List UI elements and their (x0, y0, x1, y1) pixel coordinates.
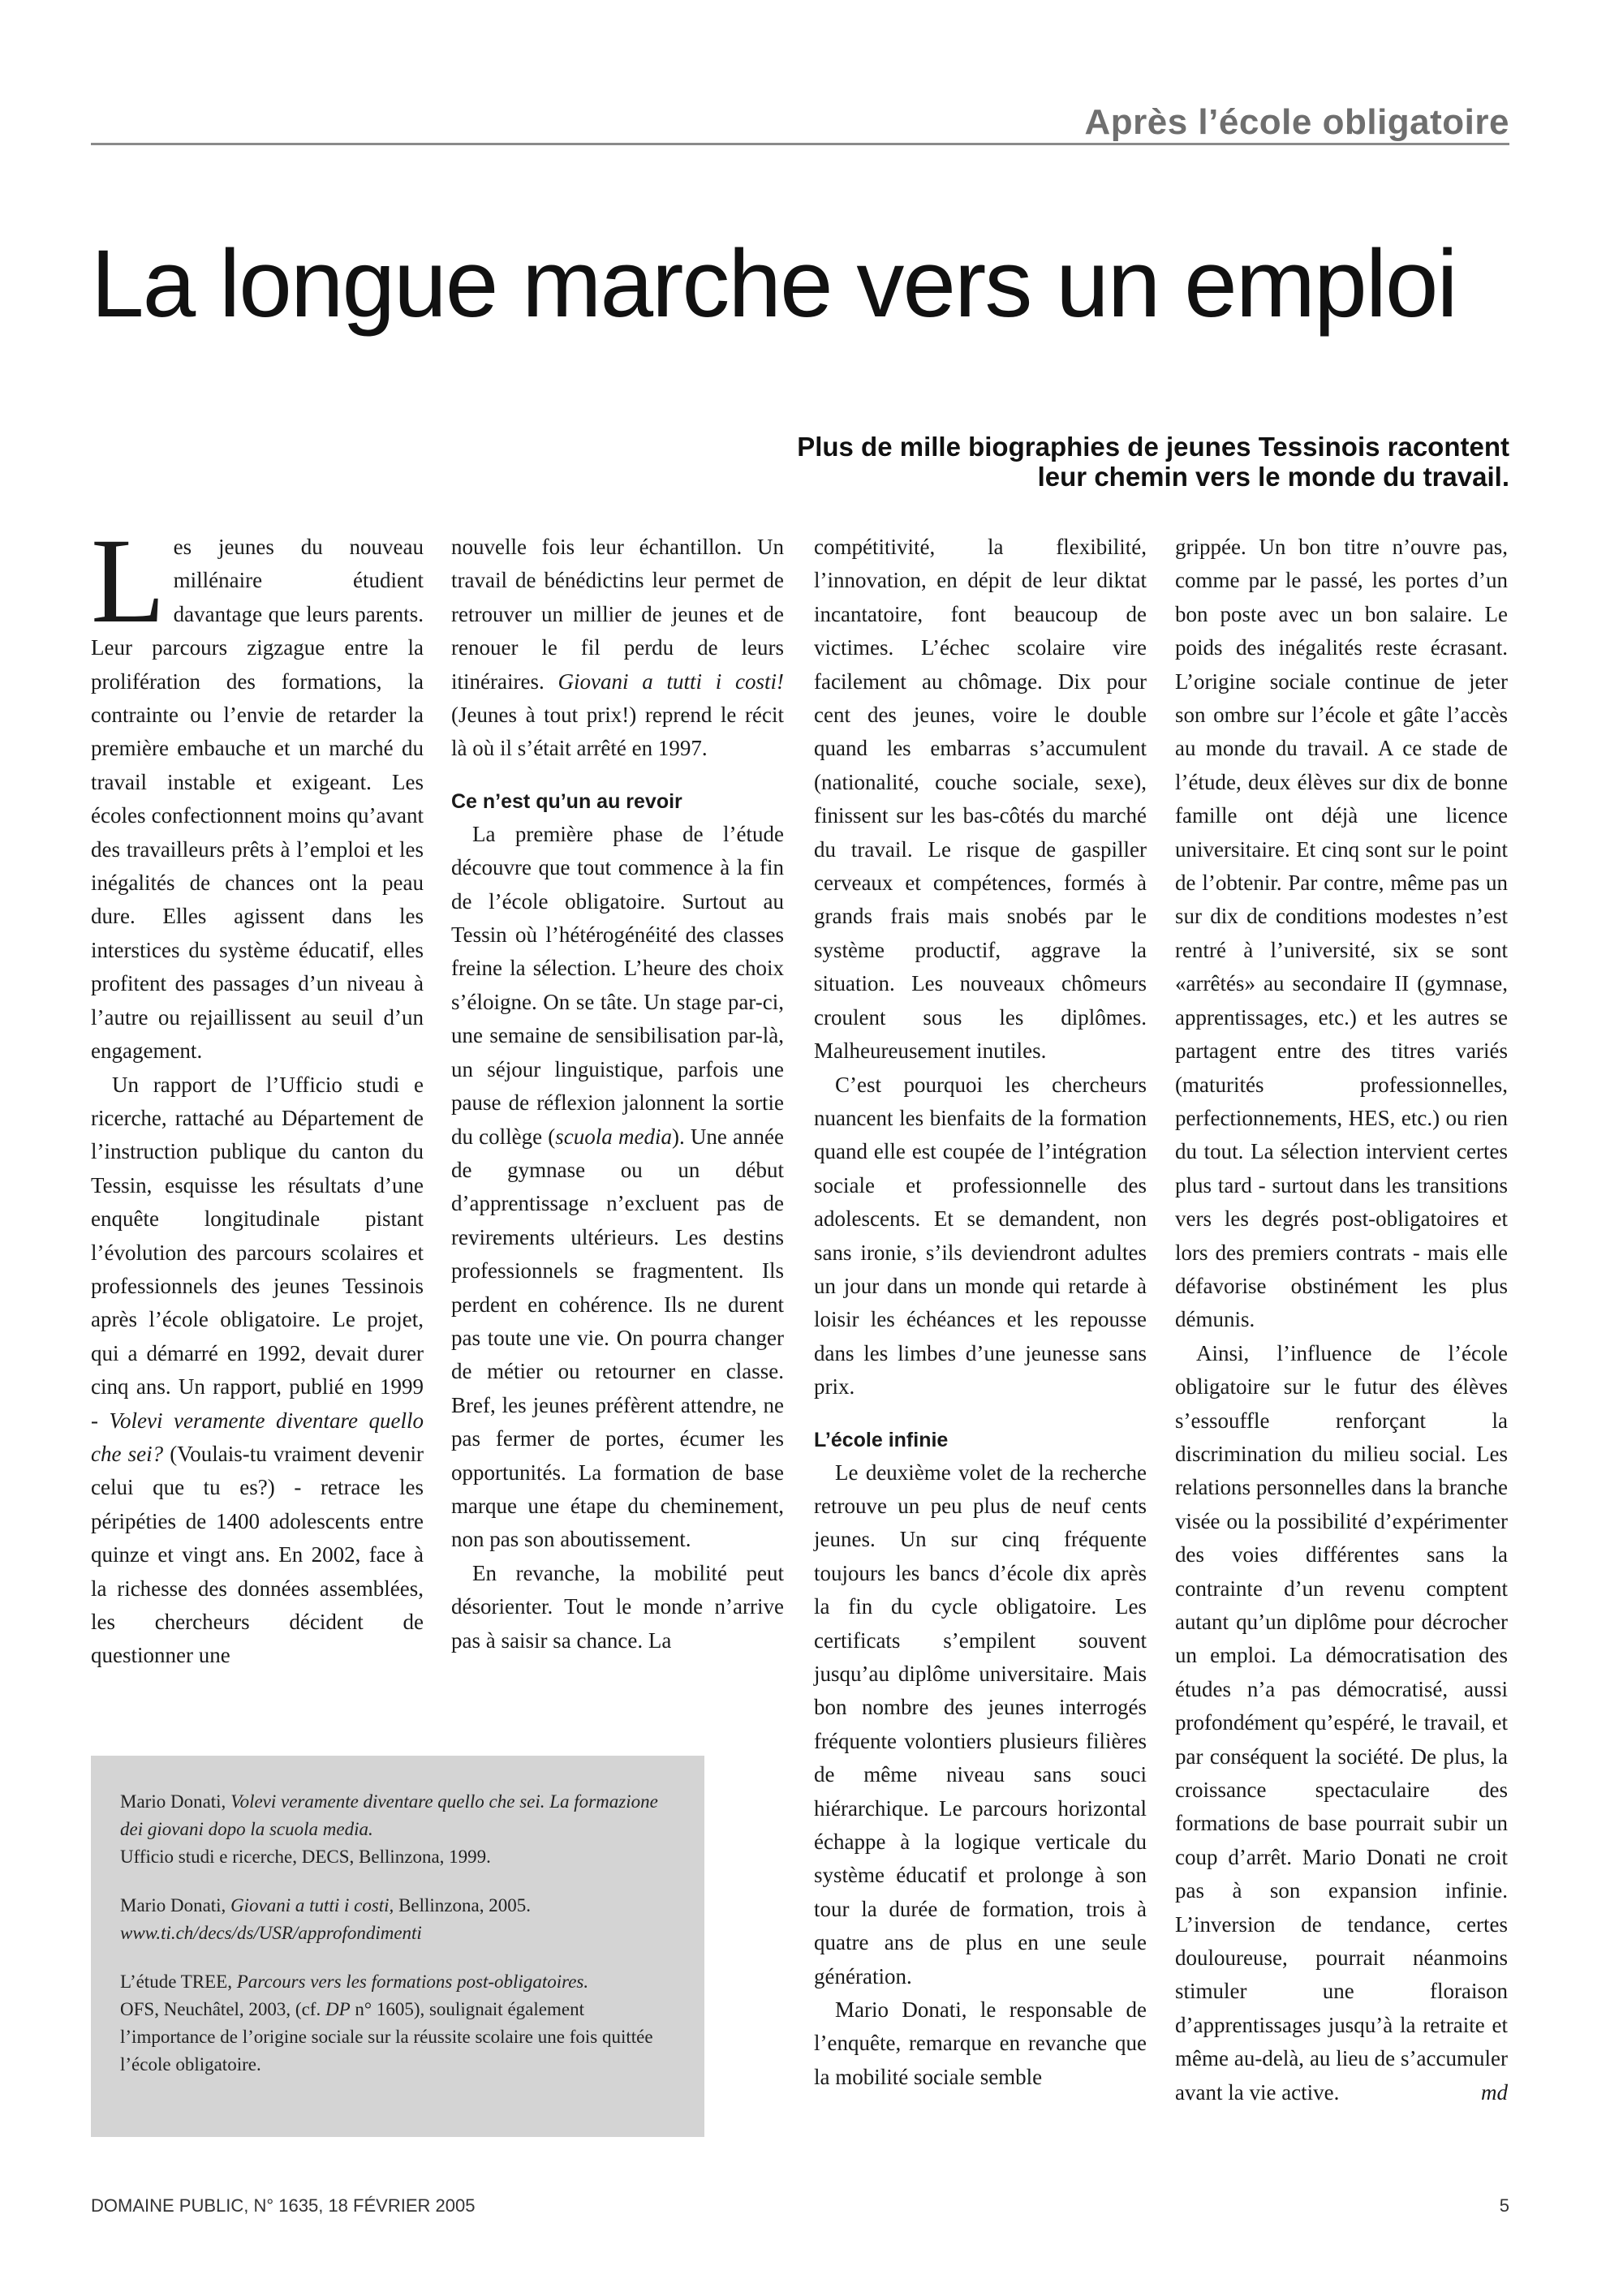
paragraph (814, 1993, 1147, 2094)
section-heading: Ce n’est qu’un au revoir (451, 789, 682, 813)
paragraph-text: compétitivité, la flexibilité, l’innovation, en dépit de leur diktat incantatoire, font beaucoup de victimes. L’échec scolaire vire facilement au chômage. Dix pour cent des jeunes, voire le double quand les embarras s’accumulent (nationalité, couche sociale, sexe), finissent sur les bas-côtés du marché du travail. Le risque de gaspiller cerveaux et compétences, formés à grands frais mais snobés par le système productif, aggrave la situation. Les nouveaux chômeurs croulent sous les diplômes. Malheureusement inutiles. (814, 535, 1147, 1064)
reference-author: L’étude TREE, (120, 1971, 232, 1992)
article-title: La longue marche vers un emploi (91, 230, 1457, 338)
paragraph (814, 531, 1147, 1068)
article-column-3 (814, 531, 1147, 2094)
reference-title: Parcours vers les formations post-obligatoires. (236, 1971, 589, 1992)
references-box (91, 1756, 704, 2137)
article-column-2 (451, 531, 784, 1658)
reference-url: www.ti.ch/decs/ds/USR/approfondimenti (120, 1923, 422, 1943)
section-rule (91, 143, 1509, 145)
section-title: Après l’école obligatoire (1084, 102, 1509, 142)
reference-note: n° 1605), soulignait également l’importance de l’origine sociale sur la réussite scolaire une fois quittée l’école obligatoire. (120, 1999, 653, 2075)
paragraph-text: C’est pourquoi les chercheurs nuancent les bienfaits de la formation quand elle est coupée de l’intégration sociale et professionnelle des adolescents. Et se demandent, non sans ironie, s’ils deviendront adultes un jour dans un monde qui retarde à loisir les échéances et les repousse dans les limbes d’une jeunesse sans prix. (814, 1072, 1147, 1400)
paragraph-text: grippée. Un bon titre n’ouvre pas, comme par le passé, les portes d’un bon poste avec un bon salaire. Le poids des inégalités reste écrasant. L’origine sociale continue de jeter son ombre sur l’école et gâte l’accès au monde du travail. A ce stade de l’étude, deux élèves sur dix de bonne famille ont déjà une licence universitaire. Et cinq sont sur le point de l’obtenir. Par contre, même pas un sur dix de conditions modestes n’est rentré à l’université, six se sont «arrêtés» au secondaire II (gymnase, apprentissages, etc.) et les autres se partagent entre des titres variés (maturités professionnelles, perfectionnements, HES, etc.) ou rien du tout. La sélection intervient certes plus tard - surtout dans les transitions vers les degrés post-obligatoires et lors des premiers contrats - mais elle défavorise obstinément les plus démunis. (1175, 535, 1508, 1332)
section-heading: L’école infinie (814, 1428, 949, 1451)
reference-item (120, 1892, 675, 1947)
subtitle-line-2: leur chemin vers le monde du travail. (1037, 462, 1509, 492)
paragraph-text: ). Une année de gymnase ou un début d’apprentissage n’excluent pas de revirements ultérieurs. Les destins professionnels se fragmentent. Ils perdent en cohérence. Ils ne durent pas toute une vie. On pourra changer de métier ou retourner en classe. Bref, les jeunes préfèrent attendre, ne pas fermer de portes, écumer les opportunités. La formation de base marque une étape du cheminement, non pas son aboutissement. (451, 1124, 784, 1552)
reference-title: Giovani a tutti i costi, (230, 1895, 394, 1915)
paragraph (814, 1456, 1147, 1994)
paragraph (1175, 1337, 1508, 2109)
subtitle-line-1: Plus de mille biographies de jeunes Tessinois racontent (797, 432, 1509, 462)
reference-publisher: Ufficio studi e ricerche, DECS, Bellinzona, 1999. (120, 1847, 491, 1867)
paragraph-text: nouvelle fois leur échantillon. Un travail de bénédictins leur permet de retrouver un millier de jeunes et de renouer le fil perdu de leurs itinéraires. (451, 535, 784, 694)
reference-item (120, 1968, 675, 2079)
paragraph (91, 514, 424, 1068)
reference-dp: DP (325, 1999, 351, 2019)
paragraph-text: Ainsi, l’influence de l’école obligatoire sur le futur des élèves s’essouffle renforçant la discrimination du milieu social. Les relations personnelles dans la branche visée ou la possibilité d’expérimenter des voies différentes sans la contrainte d’un revenu comptent autant qu’un diplôme pour décrocher un emploi. La démocratisation des études n’a pas démocratisé, aussi profondément qu’espéré, le travail, et par conséquent la société. De plus, la croissance spectaculaire des formations de base pourrait subir un coup d’arrêt. Mario Donati ne croit pas à son expansion infinie. L’inversion de tendance, certes douloureuse, pourrait néanmoins stimuler une floraison d’apprentissages jusqu’à la retraite et même au-delà, au lieu de s’accumuler avant la vie active. (1175, 1340, 1508, 2105)
paragraph (451, 531, 784, 766)
reference-author: Mario Donati, (120, 1791, 226, 1812)
paragraph-text: (Voulais-tu vraiment devenir celui que tu es?) - retrace les péripéties de 1400 adolescents entre quinze et vingt ans. En 2002, face à la richesse des données assemblées, les chercheurs décident de questionner une (91, 1441, 424, 1668)
cited-title: Volevi veramente diventare quello che sei? (91, 1408, 424, 1466)
drop-cap: L (91, 514, 166, 648)
paragraph (1175, 531, 1508, 1337)
paragraph (91, 1068, 424, 1673)
italic-term: scuola media (555, 1124, 672, 1149)
cited-title: Giovani a tutti i costi! (558, 669, 784, 694)
article-column-4 (1175, 531, 1508, 2109)
footer-publication: DOMAINE PUBLIC, N° 1635, 18 FÉVRIER 2005 (91, 2195, 476, 2216)
paragraph (814, 1068, 1147, 1404)
paragraph (451, 818, 784, 1557)
page-number: 5 (1499, 2195, 1509, 2216)
paragraph-text: La première phase de l’étude découvre que tout commence à la fin de l’école obligatoire. Surtout au Tessin où l’hétérogénéité des classes freine la sélection. L’heure des choix s’éloigne. On se tâte. Un stage par-ci, une semaine de sensibilisation par-là, un séjour linguistique, parfois une pause de réflexion jalonnent la sortie du collège ( (451, 821, 784, 1149)
paragraph (451, 1557, 784, 1658)
paragraph-text: (Jeunes à tout prix!) reprend le récit là où il s’était arrêté en 1997. (451, 703, 784, 761)
article-column-1 (91, 514, 424, 1673)
paragraph-text: Un rapport de l’Ufficio studi e ricerche, rattaché au Département de l’instruction publique du canton du Tessin, esquisse les résultats d’une enquête longitudinale pistant l’évolution des parcours scolaires et professionnels des jeunes Tessinois après l’école obligatoire. Le projet, qui a démarré en 1992, devait durer cinq ans. Un rapport, publié en 1999 - (91, 1072, 424, 1433)
reference-title: Volevi veramente diventare quello che sei. La formazione dei giovani dopo la scuola media. (120, 1791, 658, 1839)
reference-publisher: OFS, Neuchâtel, 2003, (cf. (120, 1999, 321, 2019)
reference-author: Mario Donati, (120, 1895, 226, 1915)
reference-publisher: Bellinzona, 2005. (398, 1895, 531, 1915)
paragraph-text: Le deuxième volet de la recherche retrouve un peu plus de neuf cents jeunes. Un sur cinq fréquente toujours les bancs d’école dix après la fin du cycle obligatoire. Les certificats s’empilent souvent jusqu’au diplôme universitaire. Mais bon nombre des jeunes interrogés fréquente volontiers plusieurs filières de même niveau sans souci hiérarchique. Le parcours horizontal échappe à la logique verticale du système éducatif et prolonge à son tour la durée de formation, trois à quatre ans de plus en une seule génération. (814, 1460, 1147, 1989)
article-subtitle (536, 432, 1509, 492)
reference-item (120, 1788, 675, 1871)
paragraph-text: Mario Donati, le responsable de l’enquête, remarque en revanche que la mobilité sociale semble (814, 1997, 1147, 2089)
paragraph-text: es jeunes du nouveau millénaire étudient davantage que leurs parents. Leur parcours zigzague entre la prolifération des formations, la contrainte ou l’envie de retarder la première embauche et un marché du travail instable et exigeant. Les écoles confectionnent moins qu’avant des travailleurs prêts à l’emploi et les inégalités de chances ont la peau dure. Elles agissent dans les interstices du système éducatif, elles profitent des passages d’un niveau à l’autre ou rejaillissent au seuil d’un engagement. (91, 535, 424, 1064)
paragraph-text: En revanche, la mobilité peut désorienter. Tout le monde n’arrive pas à saisir sa chance. La (451, 1560, 784, 1653)
author-signature: md (1481, 2079, 1508, 2105)
